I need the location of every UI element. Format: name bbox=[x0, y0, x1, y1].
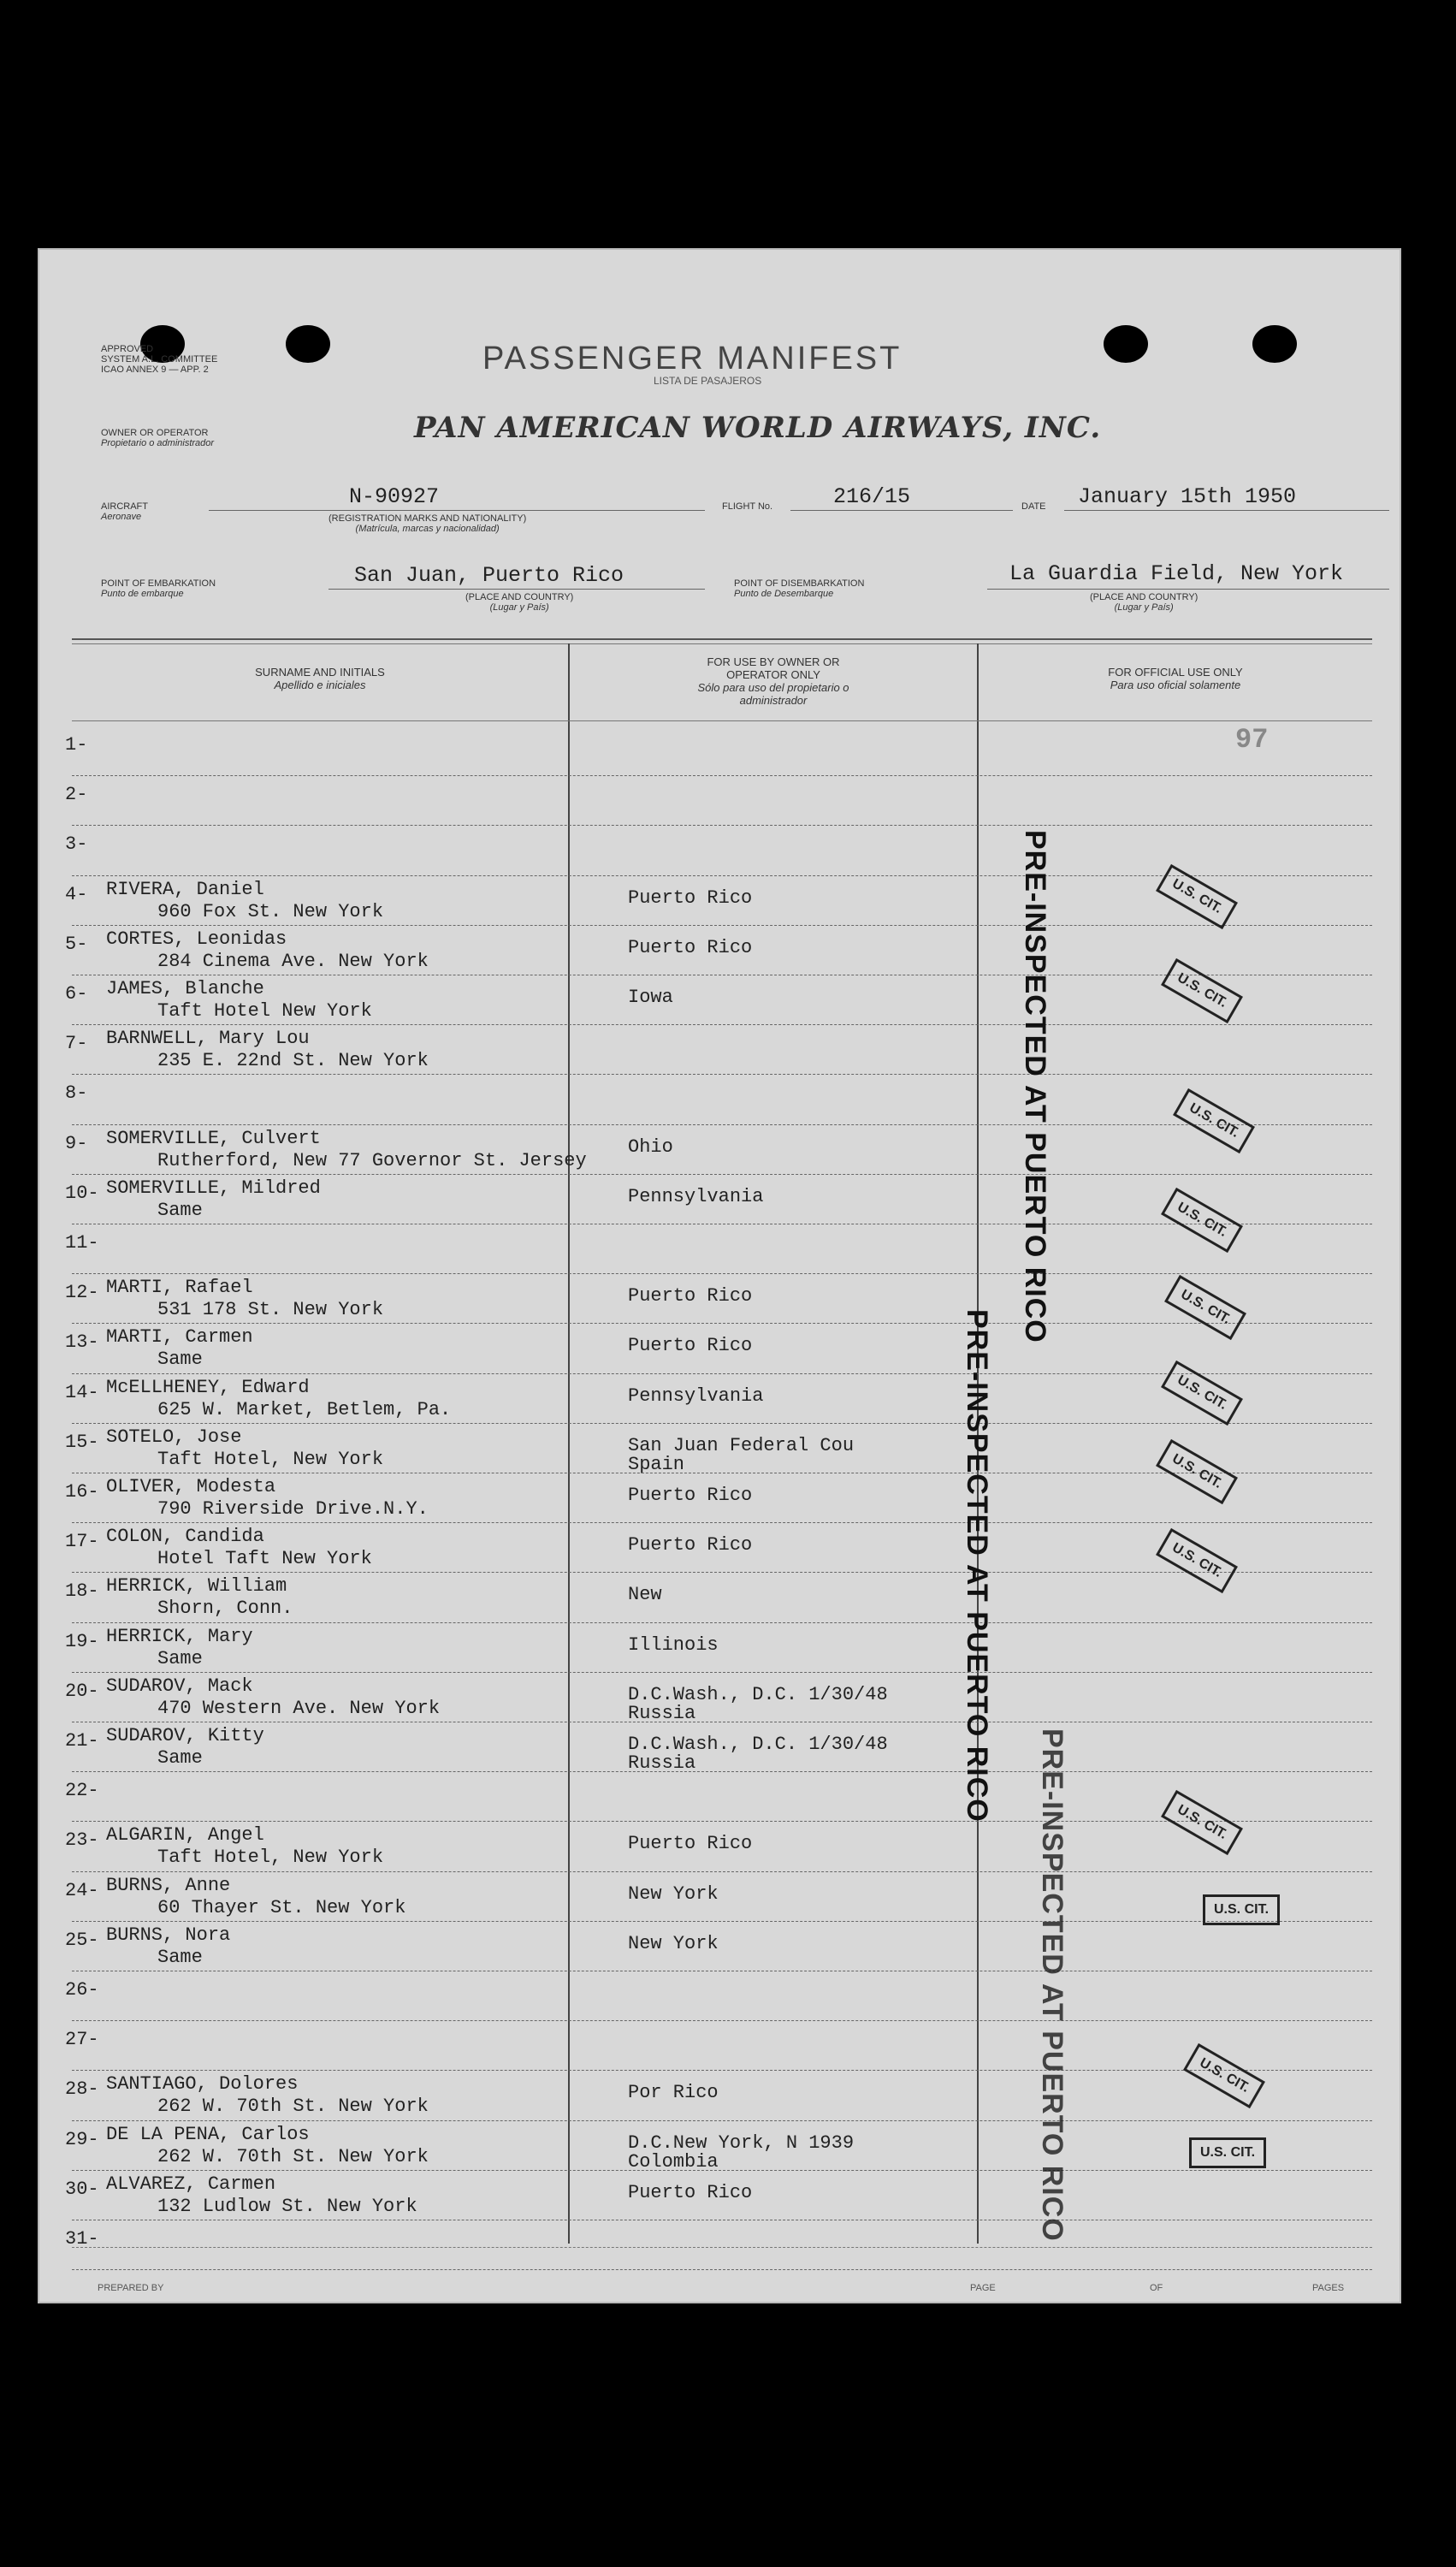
owner-note: Puerto Rico bbox=[628, 1285, 753, 1307]
owner-note-2: Russia bbox=[628, 1752, 696, 1774]
owner-note: New bbox=[628, 1584, 662, 1606]
row-number: 10- bbox=[65, 1182, 99, 1204]
row-number: 2- bbox=[65, 784, 88, 806]
row-number: 12- bbox=[65, 1282, 99, 1304]
passenger-name: BURNS, Anne bbox=[106, 1874, 231, 1896]
disembark-value: La Guardia Field, New York bbox=[1009, 561, 1344, 586]
passenger-name: BURNS, Nora bbox=[106, 1924, 231, 1946]
owner-note: Puerto Rico bbox=[628, 1485, 753, 1506]
row-number: 28- bbox=[65, 2078, 99, 2101]
row-number: 5- bbox=[65, 933, 88, 955]
passenger-address: Taft Hotel New York bbox=[157, 1000, 372, 1022]
row-number: 6- bbox=[65, 983, 88, 1005]
table-row bbox=[38, 1873, 1372, 1923]
passenger-address: 531 178 St. New York bbox=[157, 1299, 384, 1321]
row-number: 23- bbox=[65, 1829, 99, 1852]
row-divider bbox=[72, 2269, 1372, 2270]
approved-block bbox=[101, 344, 217, 375]
owner-note: Puerto Rico bbox=[628, 886, 753, 909]
row-number: 7- bbox=[65, 1033, 88, 1055]
operator-name: PAN AMERICAN WORLD AIRWAYS, INC. bbox=[414, 411, 1102, 445]
table-row bbox=[38, 1574, 1372, 1623]
row-divider bbox=[72, 2170, 1372, 2171]
passenger-address: 625 W. Market, Betlem, Pa. bbox=[157, 1398, 452, 1420]
row-number: 1- bbox=[65, 734, 88, 756]
passenger-address: Same bbox=[157, 1349, 203, 1371]
approved-line: ICAO ANNEX 9 — APP. 2 bbox=[101, 365, 209, 375]
owner-note-2: Russia bbox=[628, 1702, 696, 1724]
table-row bbox=[38, 2172, 1372, 2221]
table-row bbox=[38, 2022, 1372, 2072]
table-row bbox=[38, 1474, 1372, 1524]
table-row bbox=[38, 1026, 1372, 1076]
aircraft-label: AIRCRAFT Aeronave bbox=[101, 501, 148, 522]
passenger-name: SOMERVILLE, Culvert bbox=[106, 1127, 321, 1149]
of-label: OF bbox=[1150, 2283, 1163, 2293]
row-number: 30- bbox=[65, 2178, 99, 2200]
row-number: 25- bbox=[65, 1929, 99, 1951]
date-label: DATE bbox=[1021, 501, 1046, 512]
passenger-name: COLON, Candida bbox=[106, 1526, 264, 1548]
col-header-owner: FOR USE BY OWNER OR OPERATOR ONLY Sólo para uso del propietario o administrador bbox=[697, 655, 849, 707]
row-number: 21- bbox=[65, 1730, 99, 1752]
passenger-name: JAMES, Blanche bbox=[106, 978, 264, 999]
passenger-address: 284 Cinema Ave. New York bbox=[157, 950, 429, 972]
passenger-name: SOMERVILLE, Mildred bbox=[106, 1177, 321, 1199]
row-number: 24- bbox=[65, 1879, 99, 1901]
passenger-address: 262 W. 70th St. New York bbox=[157, 2145, 429, 2167]
row-divider bbox=[72, 1323, 1372, 1324]
row-number: 8- bbox=[65, 1082, 88, 1105]
passenger-name: SUDAROV, Mack bbox=[106, 1675, 253, 1697]
owner-note: Puerto Rico bbox=[628, 1534, 753, 1556]
table-row bbox=[38, 1674, 1372, 1723]
row-number: 19- bbox=[65, 1630, 99, 1652]
passenger-address: 262 W. 70th St. New York bbox=[157, 2096, 429, 2118]
passenger-name: SANTIAGO, Dolores bbox=[106, 2073, 299, 2096]
us-cit-stamp: U.S. CIT. bbox=[1183, 2043, 1265, 2108]
row-divider bbox=[72, 1174, 1372, 1175]
row-number: 15- bbox=[65, 1431, 99, 1453]
punch-hole bbox=[1104, 325, 1148, 363]
us-cit-stamp: U.S. CIT. bbox=[1161, 1790, 1243, 1855]
punch-hole bbox=[1252, 325, 1297, 363]
disembark-label: POINT OF DISEMBARKATION Punto de Desembarque bbox=[734, 578, 865, 599]
preinspected-stamp: PRE-INSPECTED AT PUERTO RICO bbox=[961, 1309, 993, 1823]
row-divider bbox=[72, 1522, 1372, 1523]
row-number: 29- bbox=[65, 2128, 99, 2150]
table-row bbox=[38, 1225, 1372, 1275]
owner-note: D.C.Wash., D.C. 1/30/48 bbox=[628, 1734, 888, 1755]
page-label: PAGE bbox=[970, 2283, 996, 2293]
manifest-page bbox=[38, 248, 1401, 2303]
owner-note: New York bbox=[628, 1882, 719, 1905]
us-cit-stamp: U.S. CIT. bbox=[1161, 958, 1243, 1023]
row-number: 27- bbox=[65, 2029, 99, 2051]
prepared-by-label: PREPARED BY bbox=[98, 2283, 164, 2293]
passenger-address: Rutherford, New 77 Governor St. Jersey bbox=[157, 1149, 587, 1171]
row-divider bbox=[72, 1124, 1372, 1125]
passenger-address: 790 Riverside Drive.N.Y. bbox=[157, 1498, 429, 1520]
table-row bbox=[38, 727, 1372, 777]
row-divider bbox=[72, 1423, 1372, 1424]
preinspected-stamp: PRE-INSPECTED AT PUERTO RICO bbox=[1036, 1728, 1068, 2242]
row-divider bbox=[72, 775, 1372, 776]
us-cit-stamp: U.S. CIT. bbox=[1164, 1275, 1246, 1340]
row-divider bbox=[72, 925, 1372, 926]
row-number: 20- bbox=[65, 1680, 99, 1702]
table-row bbox=[38, 777, 1372, 827]
passenger-address: Same bbox=[157, 1946, 203, 1968]
row-number: 9- bbox=[65, 1132, 88, 1154]
passenger-name: MARTI, Carmen bbox=[106, 1326, 253, 1349]
table-row bbox=[38, 1076, 1372, 1125]
page-subtitle: LISTA DE PASAJEROS bbox=[654, 375, 762, 387]
owner-note: Ohio bbox=[628, 1135, 673, 1158]
row-number: 14- bbox=[65, 1381, 99, 1403]
us-cit-stamp: U.S. CIT. bbox=[1161, 1361, 1243, 1426]
aircraft-value: N-90927 bbox=[349, 484, 440, 509]
row-number: 17- bbox=[65, 1531, 99, 1553]
approved-line: APPROVED bbox=[101, 344, 154, 354]
punch-hole bbox=[286, 325, 330, 363]
row-number: 11- bbox=[65, 1232, 99, 1254]
page-title: PASSENGER MANIFEST bbox=[482, 341, 903, 376]
row-number: 31- bbox=[65, 2228, 99, 2250]
owner-note: San Juan Federal Cou bbox=[628, 1434, 855, 1456]
passenger-address: Same bbox=[157, 1199, 203, 1221]
passenger-address: Taft Hotel, New York bbox=[157, 1448, 384, 1470]
preinspected-stamp: PRE-INSPECTED AT PUERTO RICO bbox=[1019, 830, 1051, 1343]
table-row bbox=[38, 2122, 1372, 2172]
owner-note: Puerto Rico bbox=[628, 936, 753, 958]
passenger-name: HERRICK, Mary bbox=[106, 1625, 253, 1647]
official-number: 97 bbox=[1235, 724, 1269, 756]
passenger-name: OLIVER, Modesta bbox=[106, 1476, 276, 1497]
owner-note: Puerto Rico bbox=[628, 1335, 753, 1357]
us-cit-stamp: U.S. CIT. bbox=[1161, 1188, 1243, 1253]
row-divider bbox=[72, 1273, 1372, 1274]
us-cit-stamp: U.S. CIT. bbox=[1173, 1088, 1255, 1153]
embark-label: POINT OF EMBARKATION Punto de embarque bbox=[101, 578, 216, 599]
us-cit-stamp: U.S. CIT. bbox=[1156, 1439, 1238, 1504]
owner-note-2: Colombia bbox=[628, 2150, 719, 2173]
row-divider bbox=[72, 1074, 1372, 1075]
row-divider bbox=[72, 1871, 1372, 1872]
passenger-name: ALGARIN, Angel bbox=[106, 1824, 264, 1847]
passenger-name: SOTELO, Jose bbox=[106, 1426, 242, 1448]
row-number: 13- bbox=[65, 1331, 99, 1354]
table-row bbox=[38, 1126, 1372, 1176]
passenger-address: Hotel Taft New York bbox=[157, 1548, 372, 1570]
table-row bbox=[38, 2072, 1372, 2121]
table-row bbox=[38, 1723, 1372, 1773]
passenger-address: Taft Hotel, New York bbox=[157, 1847, 384, 1869]
flight-value: 216/15 bbox=[833, 484, 911, 509]
owner-note: Puerto Rico bbox=[628, 1833, 753, 1855]
row-divider bbox=[72, 825, 1372, 826]
passenger-address: Same bbox=[157, 1647, 203, 1669]
passenger-name: HERRICK, William bbox=[106, 1575, 287, 1598]
us-cit-stamp: U.S. CIT. bbox=[1203, 1894, 1280, 1925]
table-row bbox=[38, 1624, 1372, 1674]
passenger-address: 470 Western Ave. New York bbox=[157, 1697, 441, 1719]
row-divider bbox=[72, 2120, 1372, 2121]
us-cit-stamp: U.S. CIT. bbox=[1156, 1528, 1238, 1593]
row-divider bbox=[72, 1622, 1372, 1623]
us-cit-stamp: U.S. CIT. bbox=[1156, 864, 1238, 929]
col-header-surname: SURNAME AND INITIALS Apellido e iniciales bbox=[255, 666, 385, 691]
passenger-address: 960 Fox St. New York bbox=[157, 900, 384, 922]
passenger-address: 60 Thayer St. New York bbox=[157, 1896, 406, 1918]
passenger-name: MARTI, Rafael bbox=[106, 1277, 253, 1299]
owner-label: OWNER OR OPERATOR Propietario o administrador bbox=[101, 428, 215, 448]
row-divider bbox=[72, 1672, 1372, 1673]
table-row bbox=[38, 1823, 1372, 1872]
row-number: 4- bbox=[65, 883, 88, 905]
owner-note: D.C.Wash., D.C. 1/30/48 bbox=[628, 1683, 888, 1705]
passenger-name: SUDAROV, Kitty bbox=[106, 1725, 264, 1746]
owner-note: Pennsylvania bbox=[628, 1384, 764, 1407]
row-number: 18- bbox=[65, 1580, 99, 1603]
us-cit-stamp: U.S. CIT. bbox=[1189, 2137, 1266, 2168]
passenger-address: Shorn, Conn. bbox=[157, 1598, 293, 1620]
table-row bbox=[38, 1923, 1372, 1972]
flight-label: FLIGHT No. bbox=[722, 501, 773, 512]
passenger-name: RIVERA, Daniel bbox=[106, 878, 264, 900]
owner-note: New York bbox=[628, 1932, 719, 1954]
passenger-address: Same bbox=[157, 1747, 203, 1769]
passenger-name: CORTES, Leonidas bbox=[106, 928, 287, 950]
owner-note: Illinois bbox=[628, 1633, 719, 1656]
row-divider bbox=[72, 1572, 1372, 1573]
aircraft-caption: (REGISTRATION MARKS AND NATIONALITY) (Matrícula, marcas y nacionalidad) bbox=[328, 513, 527, 534]
owner-note: Pennsylvania bbox=[628, 1185, 764, 1207]
passenger-address: 235 E. 22nd St. New York bbox=[157, 1050, 429, 1072]
disembark-caption: (PLACE AND COUNTRY) (Lugar y País) bbox=[1090, 592, 1199, 613]
embark-caption: (PLACE AND COUNTRY) (Lugar y País) bbox=[465, 592, 574, 613]
passenger-name: McELLHENEY, Edward bbox=[106, 1376, 310, 1398]
date-value: January 15th 1950 bbox=[1078, 484, 1297, 509]
embark-value: San Juan, Puerto Rico bbox=[354, 563, 624, 588]
row-divider bbox=[72, 1921, 1372, 1922]
approved-line: SYSTEM A.L. COMMITTEE bbox=[101, 354, 218, 365]
passenger-name: DE LA PENA, Carlos bbox=[106, 2123, 310, 2145]
row-number: 22- bbox=[65, 1780, 99, 1802]
owner-note: Por Rico bbox=[628, 2082, 719, 2104]
owner-note: D.C.New York, N 1939 bbox=[628, 2131, 855, 2154]
row-divider bbox=[72, 1024, 1372, 1025]
row-number: 16- bbox=[65, 1481, 99, 1503]
passenger-name: ALVAREZ, Carmen bbox=[106, 2173, 276, 2195]
passenger-name: BARNWELL, Mary Lou bbox=[106, 1028, 310, 1050]
pages-label: PAGES bbox=[1312, 2283, 1345, 2293]
passenger-address: 132 Ludlow St. New York bbox=[157, 2195, 417, 2217]
row-divider bbox=[72, 1771, 1372, 1772]
owner-note: Iowa bbox=[628, 987, 673, 1008]
owner-note-2: Spain bbox=[628, 1453, 685, 1475]
row-number: 26- bbox=[65, 1979, 99, 2001]
row-divider bbox=[72, 2070, 1372, 2071]
table-row bbox=[38, 1972, 1372, 2022]
col-header-official: FOR OFFICIAL USE ONLY Para uso oficial solamente bbox=[1108, 666, 1243, 691]
owner-note: Puerto Rico bbox=[628, 2181, 753, 2203]
row-divider bbox=[72, 2020, 1372, 2021]
row-number: 3- bbox=[65, 833, 88, 856]
